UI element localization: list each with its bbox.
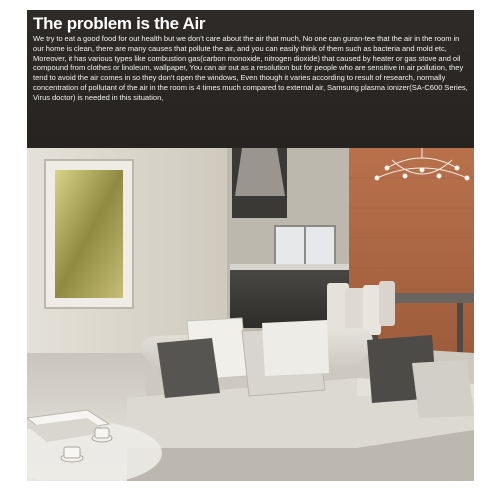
wall-painting [55, 170, 123, 298]
banner-title: The problem is the Air [33, 14, 206, 33]
living-room-photo [27, 148, 474, 481]
banner-body: We try to eat a good food for out health but we don't care about the air that much, No one can guran-tee that the air in the room in our home is clean, there are many causes that pollute the air, and you can easily think of them such as bacteria and mold etc, Moreover, it has various types like combustion gas(carbon monoxide, nitrogen dioxide) that caused by heater or gas stove and oil compound from clothes or linoleum, wallpaper, You can air out as a resolution but for people who are sensitive in air pollution, they tend to avoid the air comes in so they don't open the windows, Even though it varies according to result of research, normally concentration of pollutant of the air in the room is 4 times much compared to external air, Samsung plasma ionizer(SA-C600 Series, Virus doctor) is needed in this situation, [33, 34, 468, 102]
text-banner [27, 10, 474, 148]
range-hood [235, 148, 285, 196]
